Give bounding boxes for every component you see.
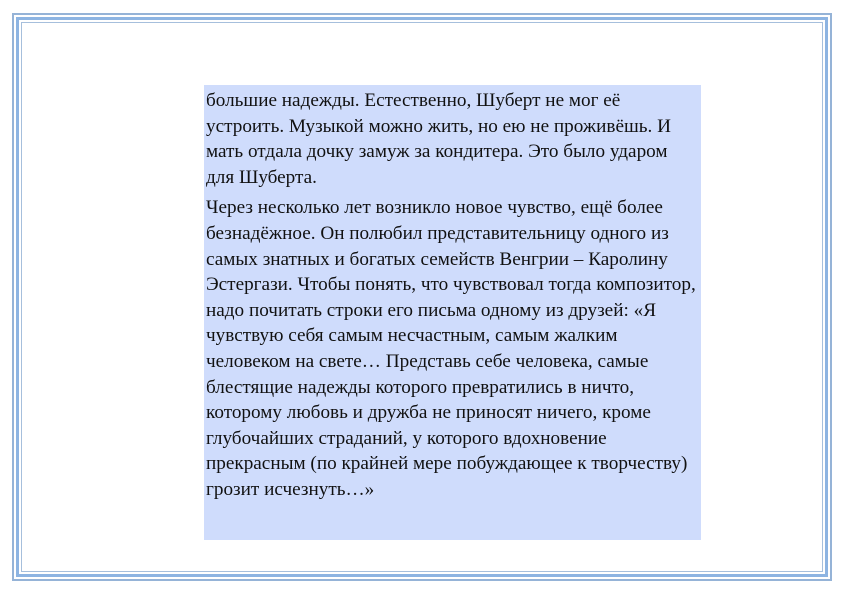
paragraph-1: большие надежды. Естественно, Шуберт не мог её устроить. Музыкой можно жить, но ею не проживёшь. И мать отдала дочку замуж за кондитера. Это было ударом для Шуберта. [206,90,671,188]
text-box[interactable] [204,85,701,540]
paragraph-2: Через несколько лет возникло новое чувство, ещё более безнадёжное. Он полюбил представительницу одного из самых знатных и богатых семейств Венгрии – Каролину Эстергази. Чтобы понять, что чувствовал тогда композитор, надо почитать строки его письма одному из друзей: «Я чувствую себя самым несчастным, самым жалким человеком на свете… Представь себе человека, самые блестящие надежды которого превратились в ничто, которому любовь и дружба не приносят ничего, кроме глубочайших страданий, у которого вдохновение прекрасным (по крайней мере побуждающее к творчеству) грозит исчезнуть…» [206,197,696,500]
